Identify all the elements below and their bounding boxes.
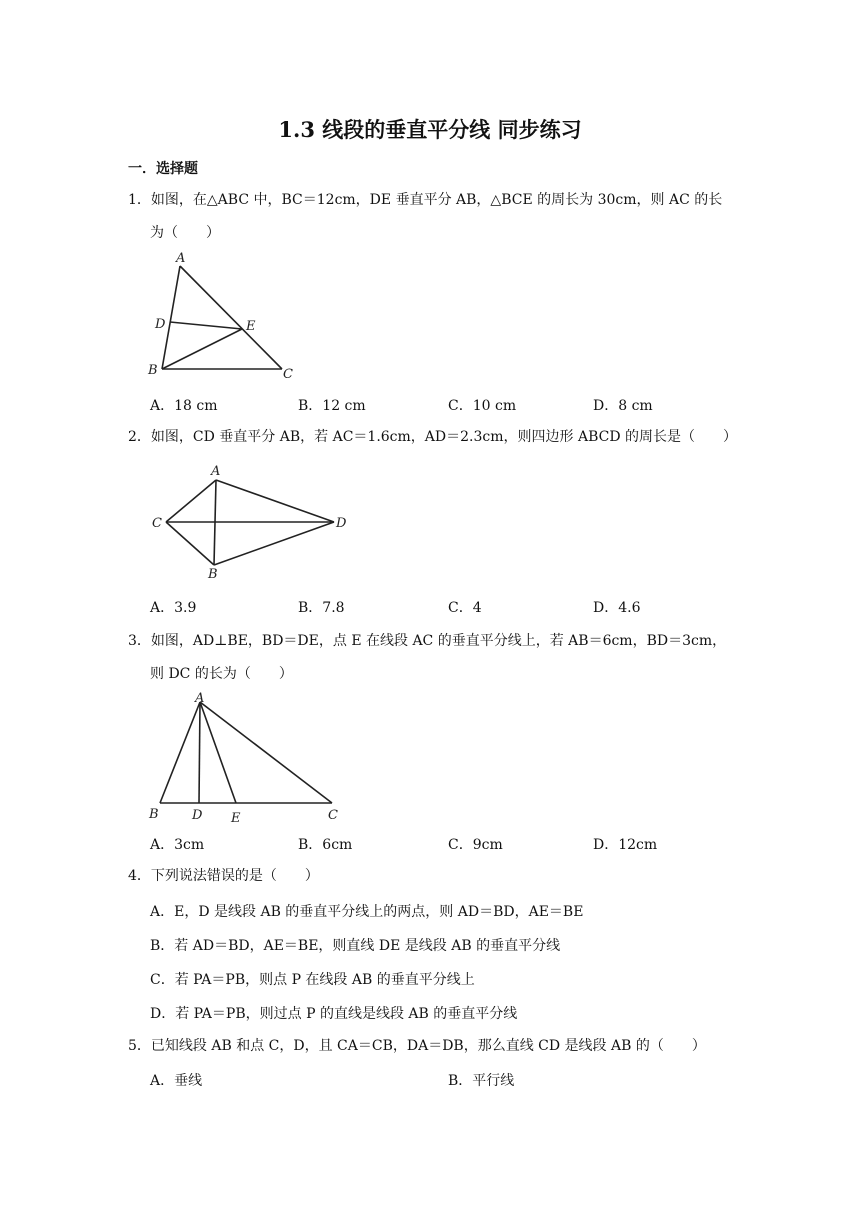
question-4-option-a[interactable]: A．E，D 是线段 AB 的垂直平分线上的两点，则 AD＝BD，AE＝BE (150, 904, 584, 920)
question-3-option-d[interactable]: D．12cm (593, 837, 658, 853)
question-4-option-d[interactable]: D．若 PA＝PB，则过点 P 的直线是线段 AB 的垂直平分线 (150, 1006, 518, 1022)
question-1-option-a[interactable]: A．18 cm (150, 398, 218, 414)
question-3-figure (144, 688, 354, 828)
label-b: B (148, 363, 158, 378)
segment-be (162, 329, 242, 369)
question-1-stem: 1．如图，在△ABC 中，BC＝12cm，DE 垂直平分 AB，△BCE 的周长为 30cm，则 AC 的长 (128, 192, 723, 208)
question-4-option-b[interactable]: B．若 AD＝BD，AE＝BE，则直线 DE 是线段 AB 的垂直平分线 (150, 938, 561, 954)
question-2-option-b[interactable]: B．7.8 (298, 600, 345, 616)
question-5-option-b[interactable]: B．平行线 (448, 1073, 515, 1089)
segment-ad (199, 702, 200, 803)
question-2-option-a[interactable]: A．3.9 (150, 600, 197, 616)
segment-ac (200, 702, 332, 803)
segment-ac (166, 480, 216, 522)
question-4-option-c[interactable]: C．若 PA＝PB，则点 P 在线段 AB 的垂直平分线上 (150, 972, 475, 988)
segment-ae (200, 702, 236, 803)
label-d: D (192, 808, 203, 823)
question-3-stem: 3．如图，AD⊥BE，BD＝DE，点 E 在线段 AC 的垂直平分线上，若 AB＝6cm，BD＝3cm， (128, 633, 727, 649)
section-heading: 一．选择题 (128, 161, 198, 177)
segment-ab (214, 480, 216, 565)
question-3-option-b[interactable]: B．6cm (298, 837, 353, 853)
segment-ad (216, 480, 334, 522)
question-3-stem-cont: 则 DC 的长为（ ） (150, 666, 293, 682)
segment-ac (180, 266, 282, 369)
question-2-option-d[interactable]: D．4.6 (593, 600, 641, 616)
label-c: C (152, 516, 162, 531)
question-5-option-a[interactable]: A．垂线 (150, 1073, 203, 1089)
label-a: A (195, 691, 205, 706)
label-a: A (211, 464, 221, 479)
label-e: E (246, 319, 256, 334)
segment-bd (214, 522, 334, 565)
question-2-figure (148, 460, 358, 582)
label-c: C (328, 808, 338, 823)
label-b: B (149, 807, 159, 822)
question-4-stem: 4．下列说法错误的是（ ） (128, 868, 319, 884)
question-2-stem: 2．如图，CD 垂直平分 AB，若 AC＝1.6cm，AD＝2.3cm，则四边形 ABCD 的周长是（ ） (128, 429, 738, 445)
question-3-option-a[interactable]: A．3cm (150, 837, 205, 853)
label-d: D (155, 317, 166, 332)
label-a: A (176, 251, 186, 266)
label-d: D (336, 516, 347, 531)
question-3-option-c[interactable]: C．9cm (448, 837, 503, 853)
question-1-option-c[interactable]: C．10 cm (448, 398, 517, 414)
page-title: 1.3 线段的垂直平分线 同步练习 (278, 117, 582, 142)
question-2-option-c[interactable]: C．4 (448, 600, 482, 616)
question-1-stem-cont: 为（ ） (150, 225, 220, 241)
label-e: E (231, 811, 241, 826)
label-b: B (208, 567, 218, 582)
label-c: C (283, 367, 293, 382)
segment-de (170, 322, 242, 329)
segment-ab (160, 702, 200, 803)
question-1-figure (140, 248, 310, 384)
question-1-option-b[interactable]: B．12 cm (298, 398, 366, 414)
question-5-stem: 5．已知线段 AB 和点 C，D，且 CA＝CB，DA＝DB，那么直线 CD 是线段 AB 的（ ） (128, 1038, 706, 1054)
question-1-option-d[interactable]: D．8 cm (593, 398, 653, 414)
segment-cb (166, 522, 214, 565)
